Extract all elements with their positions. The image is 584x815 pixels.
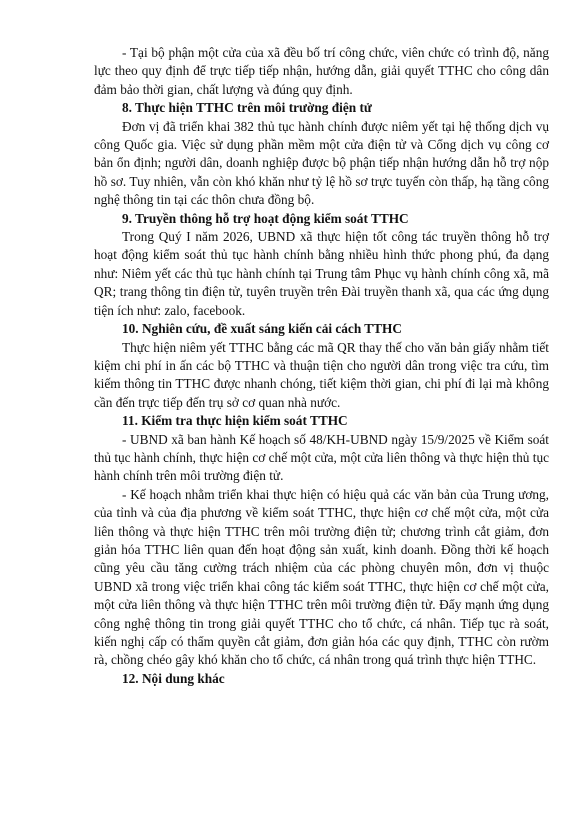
paragraph-one-stop-staff: - Tại bộ phận một cửa của xã đều bố trí công chức, viên chức có trình độ, năng lực theo quy định để trực tiếp tiếp nhận, hướng dẫn, giải quyết TTHC cho công dân đảm bảo thời gian, chất lượng và đúng quy định. (94, 45, 549, 97)
section-heading-9: 9. Truyền thông hỗ trợ hoạt động kiểm soát TTHC (122, 210, 409, 226)
paragraph-qr-initiative: Thực hiện niêm yết TTHC bằng các mã QR thay thế cho văn bản giấy nhằm tiết kiệm chi phí in ấn các bộ TTHC và thuận tiện cho người dân trong việc tra cứu, tìm kiếm thông tin TTHC được nhanh chóng, tiết kiệm thời gian, chi phí đi lại mà không cần đến trực tiếp đến trụ sở cơ quan nhà nước. (94, 339, 549, 410)
section-heading-8: 8. Thực hiện TTHC trên môi trường điện tử (122, 100, 372, 116)
paragraph-plan-goals: - Kế hoạch nhằm triển khai thực hiện có hiệu quả các văn bản của Trung ương, của tỉnh và của địa phương về kiểm soát TTHC, thực hiện cơ chế một cửa, một cửa liên thông và thực hiện TTHC trên môi trường điện tử; chương trình cắt giảm, đơn giản hóa TTHC liên quan đến hoạt động sản xuất, kinh doanh. Đồng thời kế hoạch cũng yêu cầu tăng cường trách nhiệm của các phòng chuyên môn, đơn vị thuộc UBND xã trong việc triển khai công tác kiểm soát TTHC, thực hiện cơ chế một cửa, một cửa liên thông và thực hiện TTHC trên môi trường điện tử. Đẩy mạnh ứng dụng công nghệ thông tin trong giải quyết TTHC cho tổ chức, cá nhân. Tiếp tục rà soát, kiến nghị cấp có thẩm quyền cắt giảm, đơn giản hóa các quy định, TTHC còn rườm rà, chồng chéo gây khó khăn cho tổ chức, cá nhân trong quá trình thực hiện TTHC. (94, 486, 549, 668)
paragraph-communication: Trong Quý I năm 2026, UBND xã thực hiện tốt công tác truyền thông hỗ trợ hoạt động kiểm soát thủ tục hành chính bằng nhiều hình thức phong phú, đa dạng như: Niêm yết các thủ tục hành chính tại Trung tâm Phục vụ hành chính công xã, mã QR; trang thông tin điện tử, tuyên truyền trên Đài truyền thanh xã, qua các ứng dụng tiện ích như: zalo, facebook. (94, 229, 549, 318)
section-heading-10: 10. Nghiên cứu, đề xuất sáng kiến cải cách TTHC (122, 321, 402, 337)
paragraph-online-procedures: Đơn vị đã triển khai 382 thủ tục hành chính được niêm yết tại hệ thống dịch vụ công Quốc gia. Việc sử dụng phần mềm một cửa điện tử và Cổng dịch vụ công cơ bản ổn định; người dân, doanh nghiệp được bộ phận tiếp nhận hướng dẫn hỗ trợ nộp hồ sơ. Tuy nhiên, vẫn còn khó khăn như tỷ lệ hồ sơ trực tuyến còn thấp, hạ tầng công nghệ thông tin tại các thôn chưa đồng bộ. (94, 118, 549, 208)
document-page (94, 44, 549, 688)
section-heading-11: 11. Kiểm tra thực hiện kiểm soát TTHC (122, 413, 348, 429)
section-heading-12: 12. Nội dung khác (122, 670, 225, 686)
paragraph-plan-48: - UBND xã ban hành Kế hoạch số 48/KH-UBND ngày 15/9/2025 về Kiểm soát thủ tục hành chính, thực hiện cơ chế một cửa, một cửa liên thông và thực hiện thủ tục hành chính trên môi trường điện tử. (94, 431, 549, 484)
